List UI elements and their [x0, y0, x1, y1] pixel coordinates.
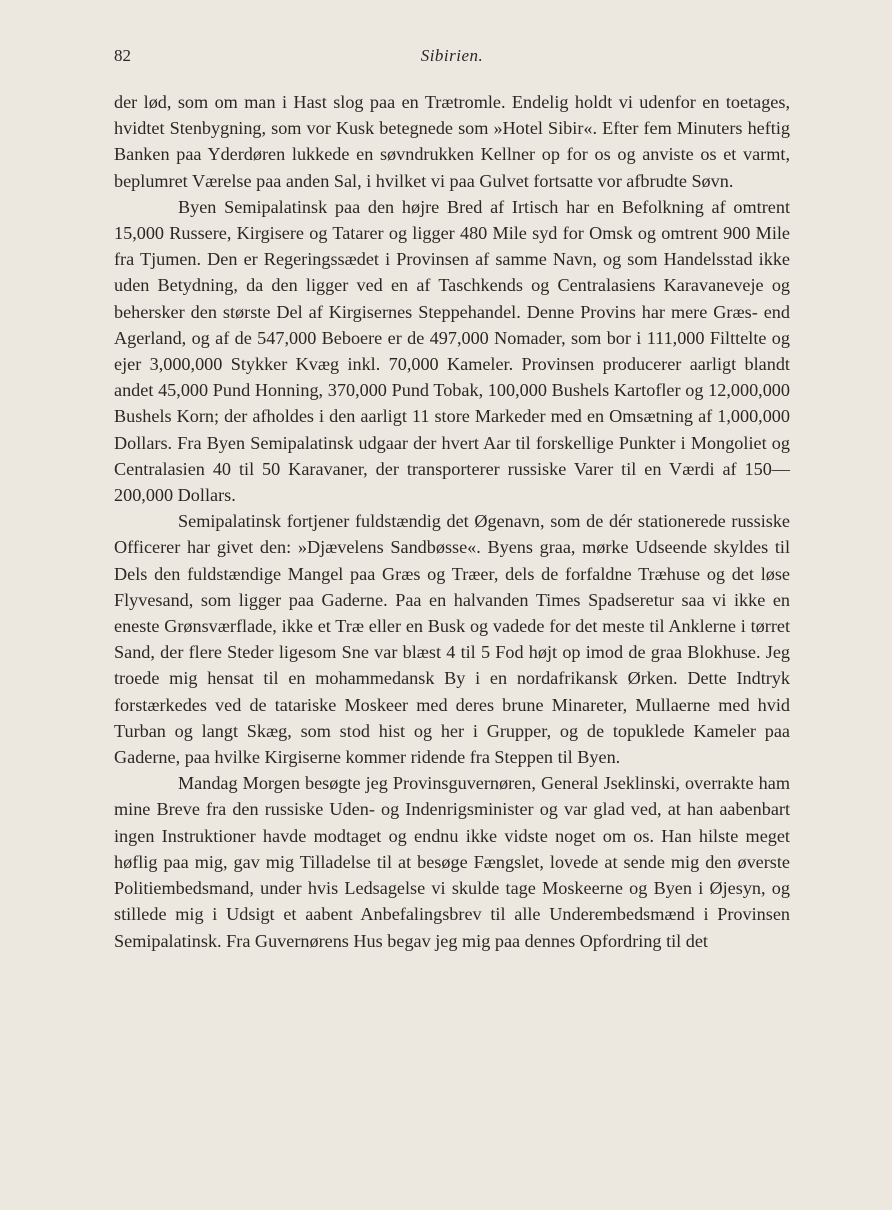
running-title: Sibirien.: [420, 46, 484, 65]
paragraph-continuation: der lød, som om man i Hast slog paa en Trætromle. Endelig holdt vi udenfor en toetages, hvidtet Stenbygning, som vor Kusk betegnede som »Hotel Sibir«. Efter fem Minuters heftig Banken paa Yderdøren lukkede en søvndrukken Kellner op for os og anviste os et varmt, beplumret Værelse paa anden Sal, i hvilket vi paa Gulvet fortsatte vor afbrudte Søvn.: [114, 92, 790, 191]
paragraph-devils-sandbox: Semipalatinsk fortjener fuldstændig det Øgenavn, som de dér stationerede russiske Officerer har givet den: »Djævelens Sandbøsse«. Byens graa, mørke Udseende skyldes til Dels den fuldstændige Mangel paa Græs og Træer, dels de forfaldne Træhuse og det løse Flyvesand, som ligger paa Gaderne. Paa en halvanden Times Spadseretur saa vi ikke en eneste Grønsværflade, ikke et Træ eller en Busk og vadede for det meste til Anklerne i tørret Sand, der flere Steder ligesom Sne var blæst 4 til 5 Fod højt op imod de graa Blokhuse. Jeg troede mig hensat til en mohammedansk By i en nordafrikansk Ørken. Dette Indtryk forstærkedes ved de tatariske Moskeer med deres brune Minareter, Mullaerne med hvid Turban og langt Skæg, som stod hist og her i Grupper, og de topuklede Kameler paa Gaderne, paa hvilke Kirgiserne kommer ridende fra Steppen til Byen.: [114, 511, 790, 768]
page-header: [114, 46, 790, 72]
paragraph-governor-visit: Mandag Morgen besøgte jeg Provinsguvernøren, General Jseklinski, overrakte ham mine Breve fra den russiske Uden- og Indenrigsminister og var glad ved, at han aabenbart ingen Instruktioner havde modtaget og endnu ikke vidste noget om os. Han hilste meget høflig paa mig, gav mig Tilladelse til at besøge Fængslet, lovede at sende mig den øverste Politiembedsmand, under hvis Ledsagelse vi skulde tage Moskeerne og Byen i Øjesyn, og stillede mig i Udsigt et aabent Anbefalingsbrev til alle Underembedsmænd i Provinsen Semipalatinsk. Fra Guvernørens Hus begav jeg mig paa dennes Opfordring til det: [114, 773, 790, 951]
body-text: [114, 89, 790, 954]
page-number: 82: [114, 46, 131, 65]
paragraph-semipalatinsk-overview: Byen Semipalatinsk paa den højre Bred af Irtisch har en Befolkning af omtrent 15,000 Russere, Kirgisere og Tatarer og ligger 480 Mile syd for Omsk og omtrent 900 Mile fra Tjumen. Den er Regeringssædet i Provinsen af samme Navn, og som Handelsstad ikke uden Betydning, da den ligger ved en af Taschkends og Centralasiens Karavaneveje og behersker den største Del af Kirgisernes Steppehandel. Denne Provins har mere Græs- end Agerland, og af de 547,000 Beboere er de 497,000 Nomader, som bor i 111,000 Filttelte og ejer 3,000,000 Stykker Kvæg inkl. 70,000 Kameler. Provinsen producerer aarligt blandt andet 45,000 Pund Honning, 370,000 Pund Tobak, 100,000 Bushels Kartofler og 12,000,000 Bushels Korn; der afholdes i den aarligt 11 store Markeder med en Omsætning af 1,000,000 Dollars. Fra Byen Semipalatinsk udgaar der hvert Aar til forskellige Punkter i Mongoliet og Centralasien 40 til 50 Karavaner, der transporterer russiske Varer til en Værdi af 150—200,000 Dollars.: [114, 196, 790, 506]
